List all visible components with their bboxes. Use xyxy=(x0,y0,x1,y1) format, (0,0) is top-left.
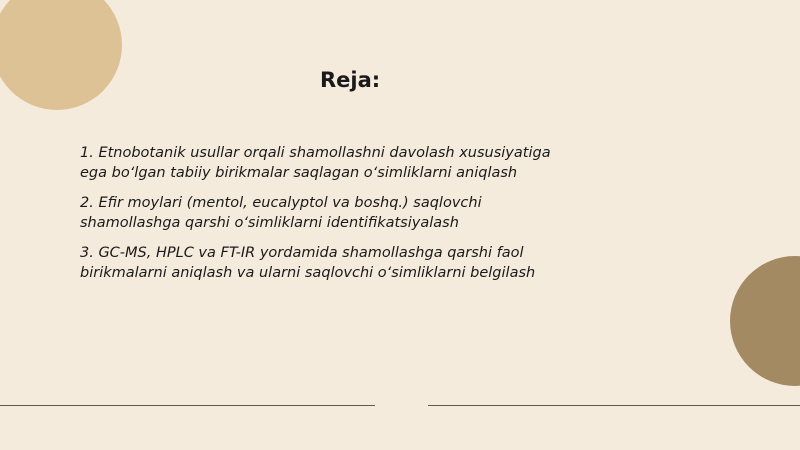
plan-list xyxy=(80,143,600,293)
divider-line-right xyxy=(428,405,800,406)
plan-item-1-line-1: 1. Etnobotanik usullar orqali shamollashni davolash xususiyatiga xyxy=(80,145,551,161)
decorative-circle-top-left xyxy=(0,0,122,110)
plan-item-3-line-1: 3. GC-MS, HPLC va FT-IR yordamida shamollashga qarshi faol xyxy=(80,245,524,261)
plan-item-1-line-2: ega bo‘lgan tabiiy birikmalar saqlagan o‘simliklarni aniqlash xyxy=(80,165,518,181)
plan-item-3-line-2: birikmalarni aniqlash va ularni saqlovchi o‘simliklarni belgilash xyxy=(80,265,536,281)
decorative-circle-right xyxy=(730,256,800,386)
plan-item-3 xyxy=(80,243,600,283)
plan-item-2-line-2: shamollashga qarshi o‘simliklarni identifikatsiyalash xyxy=(80,215,459,231)
divider-line-left xyxy=(0,405,375,406)
slide-title: Reja: xyxy=(320,68,381,92)
plan-item-1 xyxy=(80,143,600,183)
plan-item-2 xyxy=(80,193,600,233)
plan-item-2-line-1: 2. Efir moylari (mentol, eucalyptol va boshq.) saqlovchi xyxy=(80,195,482,211)
